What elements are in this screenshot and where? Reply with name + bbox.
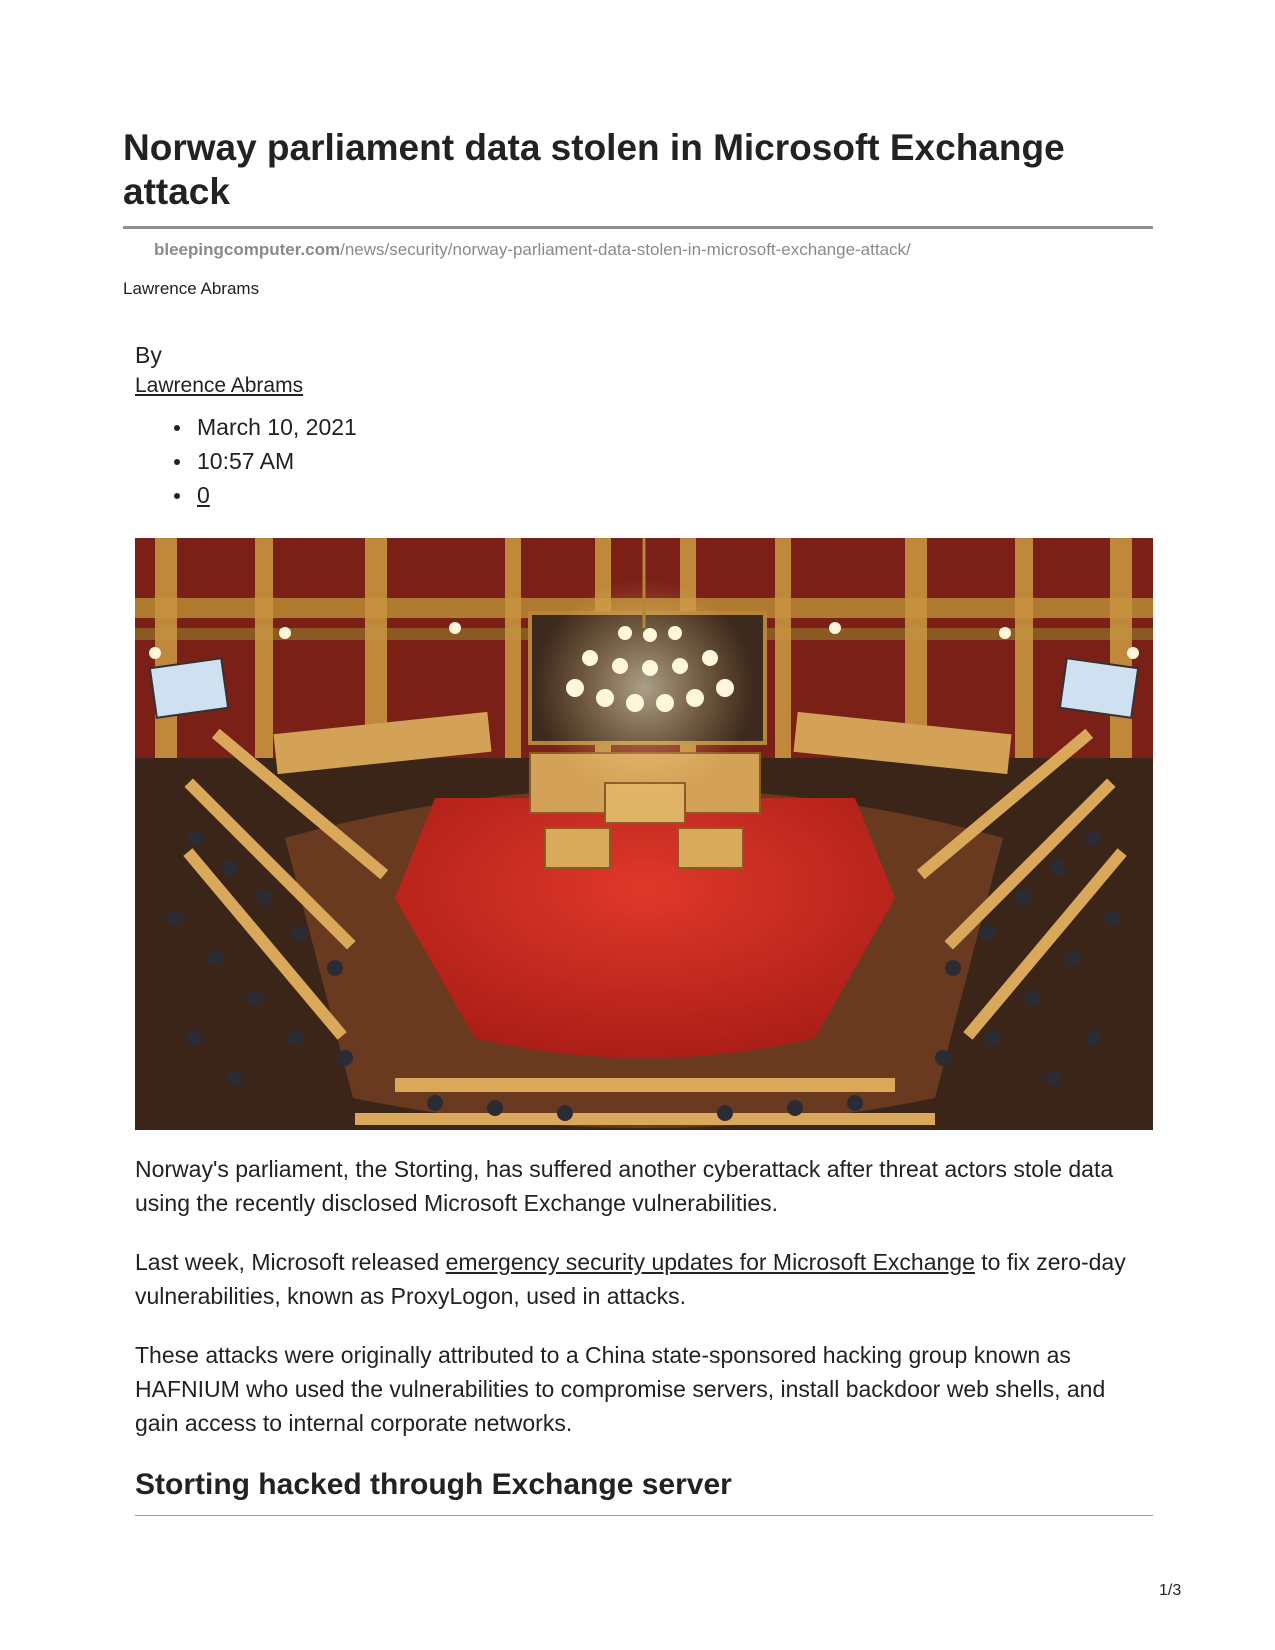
emergency-updates-link[interactable]: emergency security updates for Microsoft Exchange (445, 1249, 975, 1275)
paragraph-2-outro: to fix zero-day vulnerabilities, known as ProxyLogon, used in attacks. (135, 1249, 1126, 1309)
page-title: Norway parliament data stolen in Microsoft Exchange attack (123, 127, 1065, 212)
source-domain: bleepingcomputer.com (154, 240, 341, 259)
article-paragraph-2 (135, 1245, 1153, 1313)
article-meta-list (166, 410, 357, 512)
byline-prefix: By (135, 342, 162, 368)
source-url (154, 240, 911, 260)
section-heading: Storting hacked through Exchange server (135, 1468, 732, 1501)
source-path: /news/security/norway-parliament-data-stolen-in-microsoft-exchange-attack/ (340, 240, 911, 259)
comments-count-link[interactable]: 0 (197, 482, 210, 508)
author-header: Lawrence Abrams (123, 279, 260, 298)
article-paragraph-3: These attacks were originally attributed to a China state-sponsored hacking group known as HAFNIUM who used the vulnerabilities to compromise servers, install backdoor web shells, and gain access to internal corporate networks. (135, 1342, 1106, 1436)
paragraph-2-intro: Last week, Microsoft released (135, 1249, 446, 1275)
publish-time: 10:57 AM (166, 444, 357, 478)
title-divider (123, 226, 1153, 229)
publish-date: March 10, 2021 (166, 410, 357, 444)
page-number: 1/3 (1159, 1582, 1182, 1599)
comments-count-item (166, 478, 357, 512)
hero-image-parliament-chamber (135, 538, 1153, 1130)
section-divider (135, 1515, 1153, 1516)
article-paragraph-1: Norway's parliament, the Storting, has suffered another cyberattack after threat actors stole data using the recently disclosed Microsoft Exchange vulnerabilities. (135, 1156, 1114, 1216)
byline-author-link[interactable]: Lawrence Abrams (135, 374, 304, 397)
